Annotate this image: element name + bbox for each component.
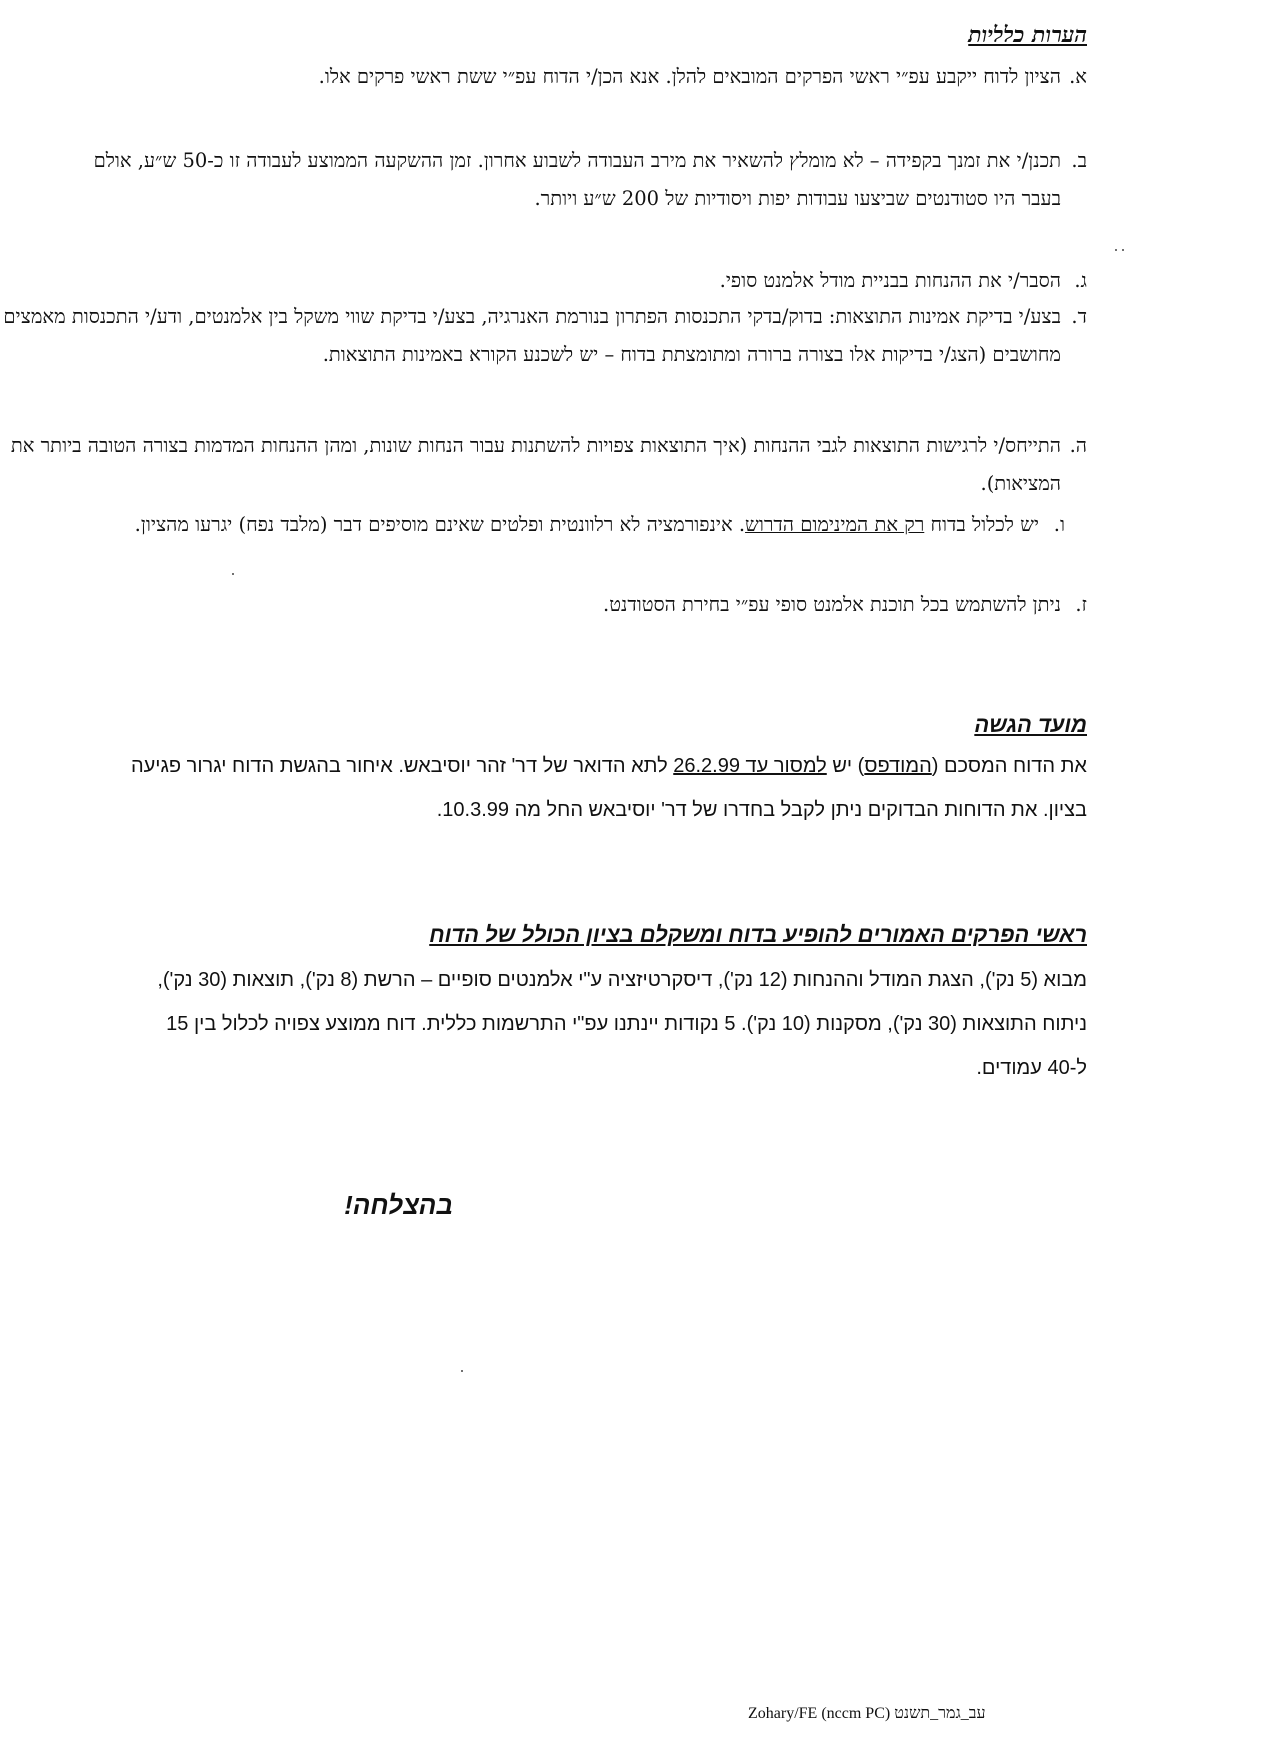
list-marker: ו.	[1053, 513, 1065, 536]
list-item-text: בצע/י בדיקת אמינות התוצאות: בדוק/בדקי התכנסות הפתרון בנורמת האנרגיה, בצע/י בדיקת שווי משקל בין אלמנטים, ודע/י התכנסות מאמצים מחושבים (הצג/י בדיקות אלו בצורה ברורה ומתומצתת בדוח – יש לשכנע הקורא באמינות התוצאות.	[3, 305, 1061, 366]
chapters-title: ראשי הפרקים האמורים להופיע בדוח ומשקלם בציון הכולל של הדוח	[429, 922, 1087, 947]
emphasis-underlined: רק את המינימום הדרוש	[745, 513, 925, 536]
list-item	[0, 298, 1087, 374]
footer-hebrew: עב_גמר_תשנט	[894, 1705, 986, 1722]
list-item-text: הסבר/י את ההנחות בבניית מודל אלמנט סופי.	[719, 269, 1061, 292]
chapters-paragraph: מבוא (5 נק'), הצגת המודל וההנחות (12 נק'), דיסקרטיזציה ע"י אלמנטים סופיים – הרשת (8 נק'), תוצאות (30 נק'), ניתוח התוצאות (30 נק'), מסקנות (10 נק'). 5 נקודות יינתנו עפ"י התרשמות כללית. דוח ממוצע צפויה לכלול בין 15 ל-40 עמודים.	[157, 969, 1087, 1079]
list-marker: ב.	[1071, 149, 1087, 172]
scan-speck	[1115, 249, 1117, 251]
footer	[748, 1705, 986, 1723]
list-item	[0, 427, 1087, 503]
scan-speck	[1122, 249, 1124, 251]
general-notes-title: הערות כלליות	[968, 22, 1087, 48]
scan-speck	[461, 1370, 463, 1372]
list-item-text: ניתן להשתמש בכל תוכנת אלמנט סופי עפ״י בחירת הסטודנט.	[603, 593, 1061, 616]
list-item-text: יש לכלול בדוח רק את המינימום הדרוש. אינפורמציה לא רלוונטית ופלטים שאינם מוסיפים דבר (מלבד נפח) יגרעו מהציון.	[134, 513, 1039, 536]
list-item	[85, 506, 1065, 544]
list-item	[77, 262, 1087, 300]
list-marker: ד.	[1071, 305, 1087, 328]
list-marker: ה.	[1069, 434, 1087, 457]
submission-title: מועד הגשה	[974, 712, 1087, 737]
submission-paragraph: את הדוח המסכם (המודפס) יש למסור עד 26.2.99 לתא הדואר של דר' זהר יוסיבאש. איחור בהגשת הדוח יגרור פגיעה בציון. את הדוחות הבדוקים ניתן לקבל בחדרו של דר' יוסיבאש החל מה 10.3.99.	[130, 755, 1087, 821]
footer-latin: Zohary/FE (nccm PC)	[748, 1705, 891, 1722]
list-marker: ז.	[1075, 593, 1087, 616]
list-item	[77, 586, 1087, 624]
list-marker: א.	[1069, 65, 1087, 88]
list-item-text: הציון לדוח ייקבע עפ״י ראשי הפרקים המובאים להלן. אנא הכן/י הדוח עפ״י ששת ראשי פרקים אלו.	[318, 65, 1061, 88]
closing-wish: בהצלחה!	[344, 1190, 453, 1220]
list-marker: ג.	[1074, 269, 1087, 292]
printed-emphasis: המודפס	[864, 755, 932, 777]
deadline-emphasis: למסור עד 26.2.99	[673, 755, 827, 777]
list-item-text: תכנן/י את זמנך בקפידה – לא מומלץ להשאיר את מירב העבודה לשבוע אחרון. זמן ההשקעה הממוצע לעבודה זו כ-50 ש״ע, אולם בעבר היו סטודנטים שביצעו עבודות יפות ויסודיות של 200 ש״ע ויותר.	[93, 149, 1061, 210]
list-item	[77, 58, 1087, 96]
list-item	[77, 142, 1087, 218]
list-item-text: התייחס/י לרגישות התוצאות לגבי ההנחות (איך התוצאות צפויות להשתנות עבור הנחות שונות, ומהן ההנחות המדמות בצורה הטובה ביותר את המציאות).	[10, 434, 1061, 495]
scan-speck	[232, 573, 234, 575]
